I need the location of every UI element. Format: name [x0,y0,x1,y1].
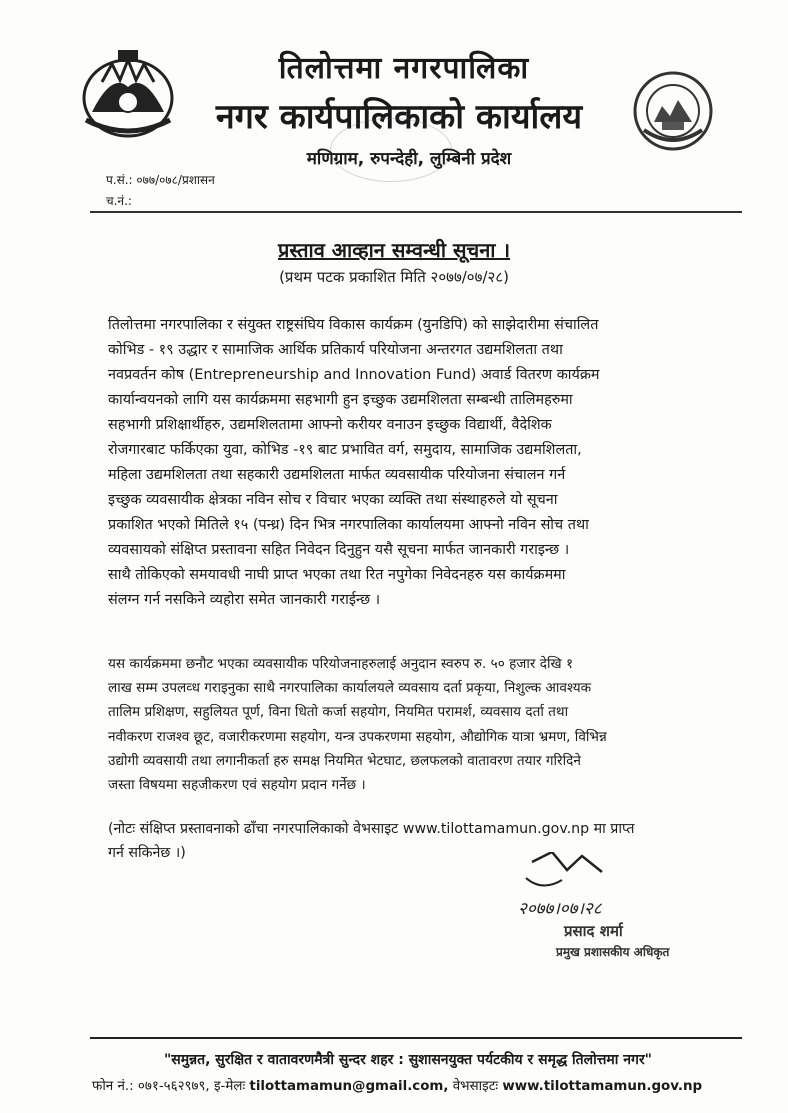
para1-line: संलग्न गर्न नसकिने व्यहोरा समेत जानकारी गराईन्छ । [108,592,381,608]
para2-line: लाख सम्म उपलव्ध गराइनुका साथै नगरपालिका कार्यालयले व्यवसाय दर्ता प्रकृया, निशुल्क आवश्यक [108,680,592,697]
notice-title-text: प्रस्ताव आव्हान सम्वन्धी सूचना । [277,238,511,262]
para1-line: सहभागी प्रशिक्षार्थीहरु, उद्यमशिलतामा आफ्नो करीयर वनाउन इच्छुक विद्यार्थी, वैदेशिक [108,417,552,433]
dispatch-number: च.नं.: [106,194,132,208]
notice-title [0,236,788,263]
website-link[interactable]: www.tilottamamun.gov.np [502,1079,703,1094]
footer-motto: "समुन्नत, सुरक्षित र वातावरणमैत्री सुन्दर शहर : सुशासनयुक्त पर्यटकीय र समृद्ध तिलोत्तमा नगर" [164,1052,652,1068]
para1-line: कार्यान्वयनको लागि यस कार्यक्रममा सहभागी हुन इच्छुक उद्यमशिलता सम्बन्धी तालिमहरुमा [108,392,573,408]
para2-line: तालिम प्रशिक्षण, सहुलियत पूर्ण, विना धितो कर्जा सहयोग, नियमित परामर्श, व्यवसाय दर्ता तथा [108,704,569,721]
para1-line: व्यवसायको संक्षिप्त प्रस्तावना सहित निवेदन दिनुहुन यसै सूचना मार्फत जानकारी गराइन्छ । [108,542,570,558]
note-line: (नोटः संक्षिप्त प्रस्तावनाको ढाँचा नगरपालिकाको वेभसाइट www.tilottamamun.gov.np मा प्राप्त [108,821,635,837]
para1-line: साथै तोकिएको समयावधी नाघी प्राप्त भएका तथा रित नपुगेका निवेदनहरु यस कार्यक्रममा [108,567,566,583]
note-line: गर्न सकिनेछ ।) [108,845,186,861]
paragraph-2 [108,652,714,797]
para2-line: नवीकरण राजश्व छूट, वजारीकरणमा सहयोग, यन्त्र उपकरणमा सहयोग, औद्योगिक यात्रा भ्रमण, विभिन्न [108,728,607,745]
office-name: तिलोत्तमा नगरपालिका [278,51,530,86]
office-title: नगर कार्यपालिकाको कार्यालय [215,97,583,137]
para1-line: रोजगारबाट फर्किएका युवा, कोभिड -१९ बाट प्रभावित वर्ग, समुदाय, सामाजिक उद्यमशिलता, [108,442,582,458]
phone-label: फोन नं.: ०७१-५६२९७९, इ-मेलः [92,1079,246,1094]
para1-line: प्रकाशित भएको मितिले १५ (पन्ध्र) दिन भित्र नगरपालिका कार्यालयमा आफ्नो नविन सोच तथा [108,517,589,533]
signer-designation: प्रमुख प्रशासकीय अधिकृत [556,945,670,959]
para1-line: महिला उद्यमशिलता तथा सहकारी उद्यमशिलता मार्फत व्यवसायीक परियोजना संचालन गर्न [108,467,566,483]
para1-line: कोभिड - १९ उद्धार र सामाजिक आर्थिक प्रतिकार्य परियोजना अन्तरगत उद्यमशिलता तथा [108,342,563,358]
para1-line: तिलोत्तमा नगरपालिका र संयुक्त राष्ट्रसंघिय विकास कार्यक्रम (युनडिपि) को साझेदारीमा संचालित [108,317,599,333]
para2-line: उद्योगी व्यवसायी तथा लगानीकर्ता हरु समक्ष नियमित भेटघाट, छलफलको वातावरण तयार गरिदिने [108,752,581,769]
footer-contact [92,1076,732,1094]
notice-subtitle: (प्रथम पटक प्रकाशित मिति २०७७/०७/२८) [279,268,509,286]
para1-line: इच्छुक व्यवसायीक क्षेत्रका नविन सोच र विचार भएका व्यक्ति तथा संस्थाहरुले यो सूचना [108,492,558,508]
website-label: वेभसाइटः [452,1079,499,1094]
reference-number: प.सं.: ०७७/०७८/प्रशासन [106,173,215,187]
footer-divider [90,1037,742,1039]
para2-line: यस कार्यक्रममा छनौट भएका व्यवसायीक परियोजनाहरुलाई अनुदान स्वरुप रु. ५० हजार देखि १ [108,656,574,672]
office-address: मणिग्राम, रुपन्देही, लुम्बिनी प्रदेश [306,149,512,169]
paragraph-1 [108,313,714,613]
signer-name: प्रसाद शर्मा [564,922,623,940]
email-link[interactable]: tilottamamun@gmail.com, [249,1079,449,1094]
signature-date: २०७७।०७।२८ [518,899,602,919]
faded-stamp [330,118,452,182]
header-divider [90,211,742,213]
signature-block [512,852,692,962]
para1-line: नवप्रवर्तन कोष (Entrepreneurship and Innovation Fund) अवार्ड वितरण कार्यक्रम [108,367,600,383]
para2-line: जस्ता विषयमा सहजीकरण एवं सहयोग प्रदान गर्नेछ । [108,777,366,794]
